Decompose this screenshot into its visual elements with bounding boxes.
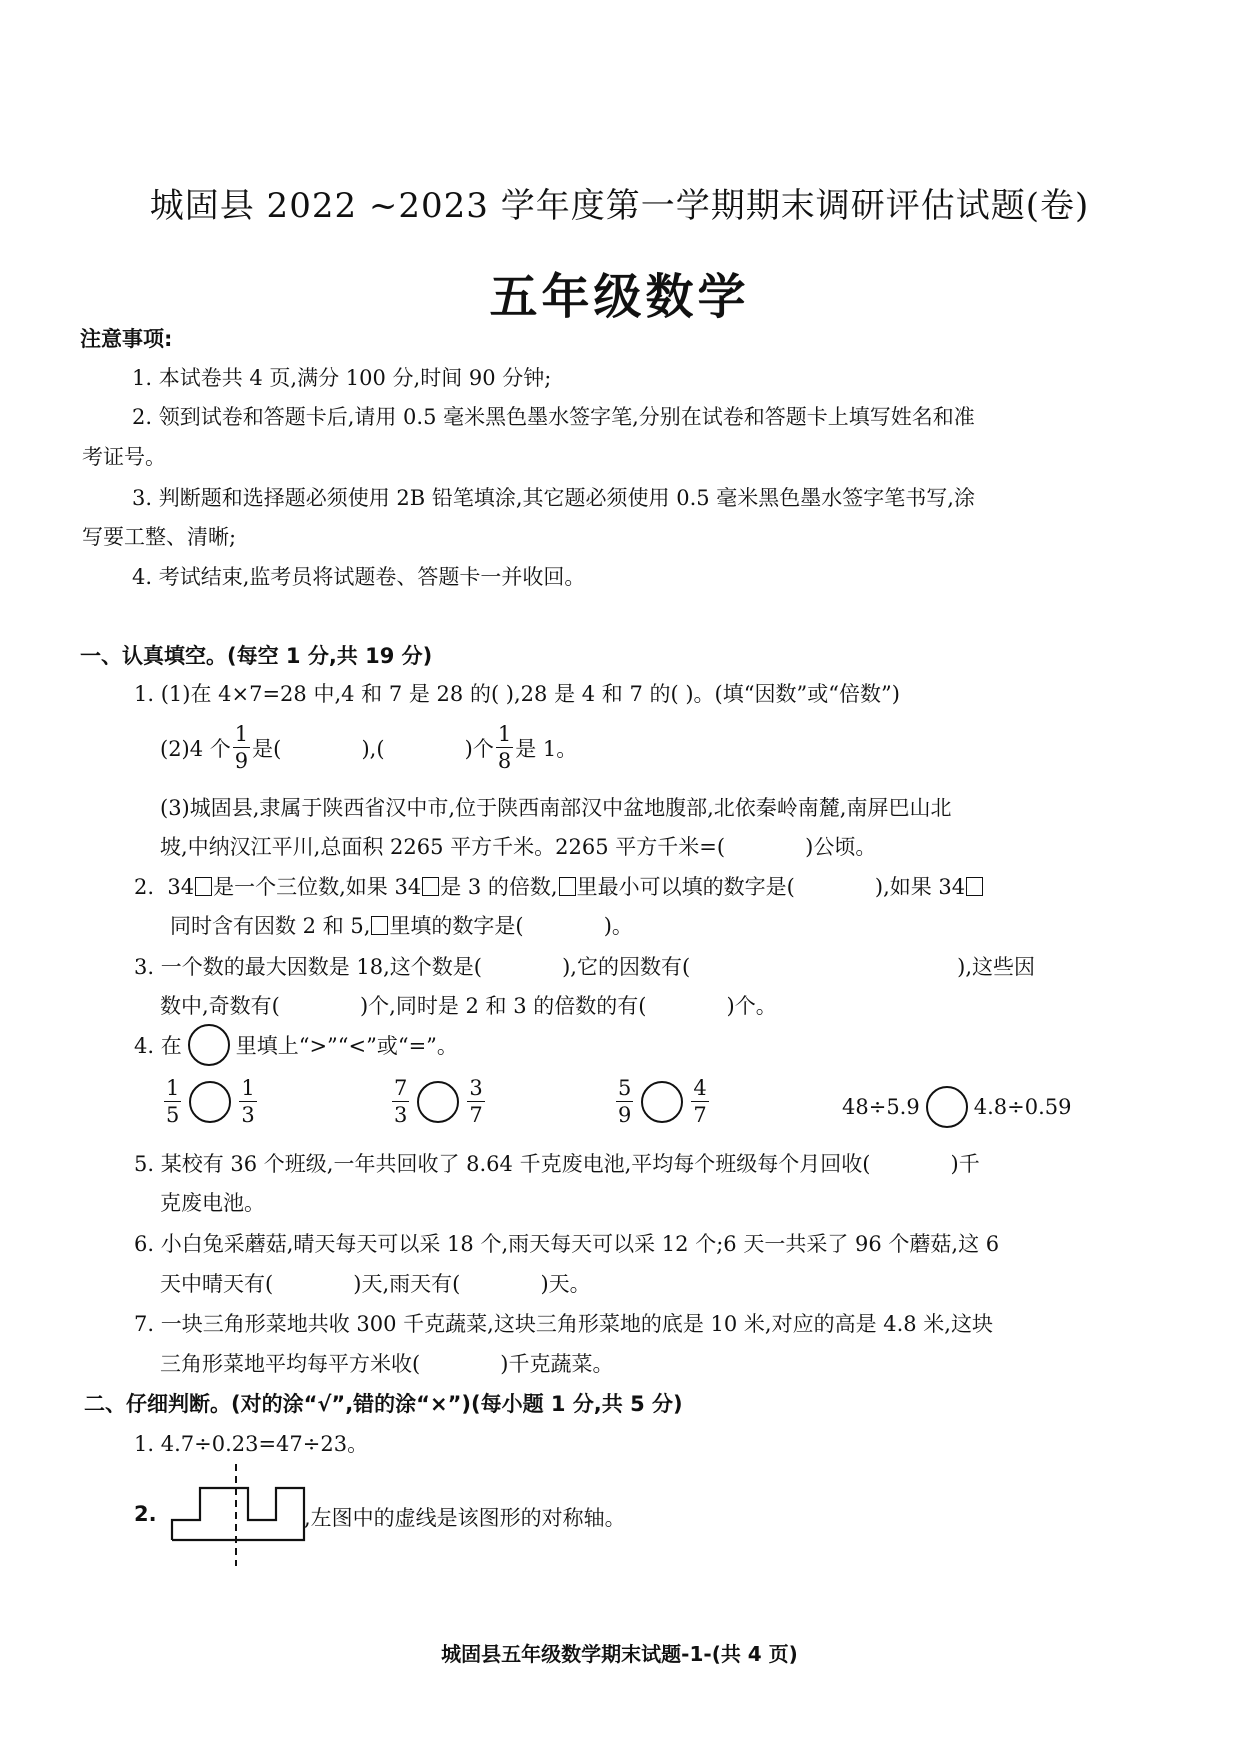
exam-title: 城固县 2022 ~2023 学年度第一学期期末调研评估试题(卷) <box>149 186 1090 226</box>
fraction-one-ninth: $\frac{1}{9}$ <box>234 722 249 773</box>
question-7-cont: 三角形菜地平均每平方米收( )千克蔬菜。 <box>160 1352 614 1376</box>
question-1-2 <box>160 724 577 772</box>
judge-question-2-text: ,左图中的虚线是该图形的对称轴。 <box>304 1506 626 1530</box>
question-5: 5. 某校有 36 个班级,一年共回收了 8.64 千克废电池,平均每个班级每个月回收( )千 <box>134 1152 980 1176</box>
question-1-2-part-a: (2)4 个 <box>160 737 231 761</box>
compare-item-2: $\frac{7}{3}$ $\frac{3}{7}$ <box>394 1076 483 1127</box>
judge-question-2-number: 2. <box>134 1502 157 1526</box>
compare-circle <box>926 1086 968 1128</box>
question-1-3-cont: 坡,中纳汉江平川,总面积 2265 平方千米。2265 平方千米=( )公顷。 <box>160 835 877 859</box>
question-4: 4. 在 里填上“>”“<”或“=”。 <box>134 1024 458 1066</box>
question-1-2-part-c: 是 1。 <box>515 737 578 761</box>
compare-item-3: $\frac{5}{9}$ $\frac{4}{7}$ <box>618 1076 707 1127</box>
question-7: 7. 一块三角形菜地共收 300 千克蔬菜,这块三角形菜地的底是 10 米,对应的高是 4.8 米,这块 <box>134 1312 993 1336</box>
question-1-3: (3)城固县,隶属于陕西省汉中市,位于陕西南部汉中盆地腹部,北依秦岭南麓,南屏巴山北 <box>160 796 952 820</box>
question-3: 3. 一个数的最大因数是 18,这个数是( ),它的因数有( ),这些因 <box>134 955 1036 979</box>
blank-box <box>422 877 439 896</box>
notice-heading: 注意事项: <box>80 327 173 351</box>
notice-item-3: 3. 判断题和选择题必须使用 2B 铅笔填涂,其它题必须使用 0.5 毫米黑色墨水签字笔书写,涂 <box>132 486 975 510</box>
compare-circle <box>417 1081 459 1123</box>
blank-box <box>559 877 576 896</box>
judge-question-1: 1. 4.7÷0.23=47÷23。 <box>134 1432 369 1456</box>
compare-item-4: 48÷5.9 4.8÷0.59 <box>842 1086 1071 1128</box>
question-1-2-part-b: 是( ),( )个 <box>252 737 494 761</box>
symmetry-figure <box>168 1458 308 1570</box>
section1-heading: 一、认真填空。(每空 1 分,共 19 分) <box>80 644 433 668</box>
notice-item-1: 1. 本试卷共 4 页,满分 100 分,时间 90 分钟; <box>132 366 552 390</box>
notice-item-2-cont: 考证号。 <box>82 445 166 469</box>
notice-item-3-cont: 写要工整、清晰; <box>82 525 237 549</box>
compare-item-1: $\frac{1}{5}$ $\frac{1}{3}$ <box>166 1076 255 1127</box>
question-5-cont: 克废电池。 <box>160 1191 265 1215</box>
question-6-cont: 天中晴天有( )天,雨天有( )天。 <box>160 1272 591 1296</box>
question-2: 2. 34 是一个三位数,如果 34 是 3 的倍数, 里最小可以填的数字是( ),如果 34 <box>134 871 984 901</box>
exam-subject: 五年级数学 <box>489 269 750 325</box>
blank-box <box>966 877 983 896</box>
blank-box <box>371 916 388 935</box>
notice-item-2: 2. 领到试卷和答题卡后,请用 0.5 毫米黑色墨水签字笔,分别在试卷和答题卡上填写姓名和准 <box>132 405 975 429</box>
question-3-cont: 数中,奇数有( )个,同时是 2 和 3 的倍数的有( )个。 <box>160 994 777 1018</box>
section2-heading: 二、仔细判断。(对的涂“√”,错的涂“×”)(每小题 1 分,共 5 分) <box>84 1392 683 1416</box>
compare-circle <box>189 1081 231 1123</box>
question-2-cont: 同时含有因数 2 和 5, 里填的数字是( )。 <box>170 914 633 938</box>
question-6: 6. 小白兔采蘑菇,晴天每天可以采 18 个,雨天每天可以采 12 个;6 天一共采了 96 个蘑菇,这 6 <box>134 1232 1000 1256</box>
page-footer: 城固县五年级数学期末试题-1-(共 4 页) <box>441 1642 798 1666</box>
compare-circle <box>188 1024 230 1066</box>
fraction-one-eighth: $\frac{1}{8}$ <box>497 722 512 773</box>
blank-box <box>195 877 212 896</box>
question-1-1: 1. (1)在 4×7=28 中,4 和 7 是 28 的( ),28 是 4 和 7 的( )。(填“因数”或“倍数”) <box>134 682 900 706</box>
compare-circle <box>641 1081 683 1123</box>
notice-item-4: 4. 考试结束,监考员将试题卷、答题卡一并收回。 <box>132 565 586 589</box>
